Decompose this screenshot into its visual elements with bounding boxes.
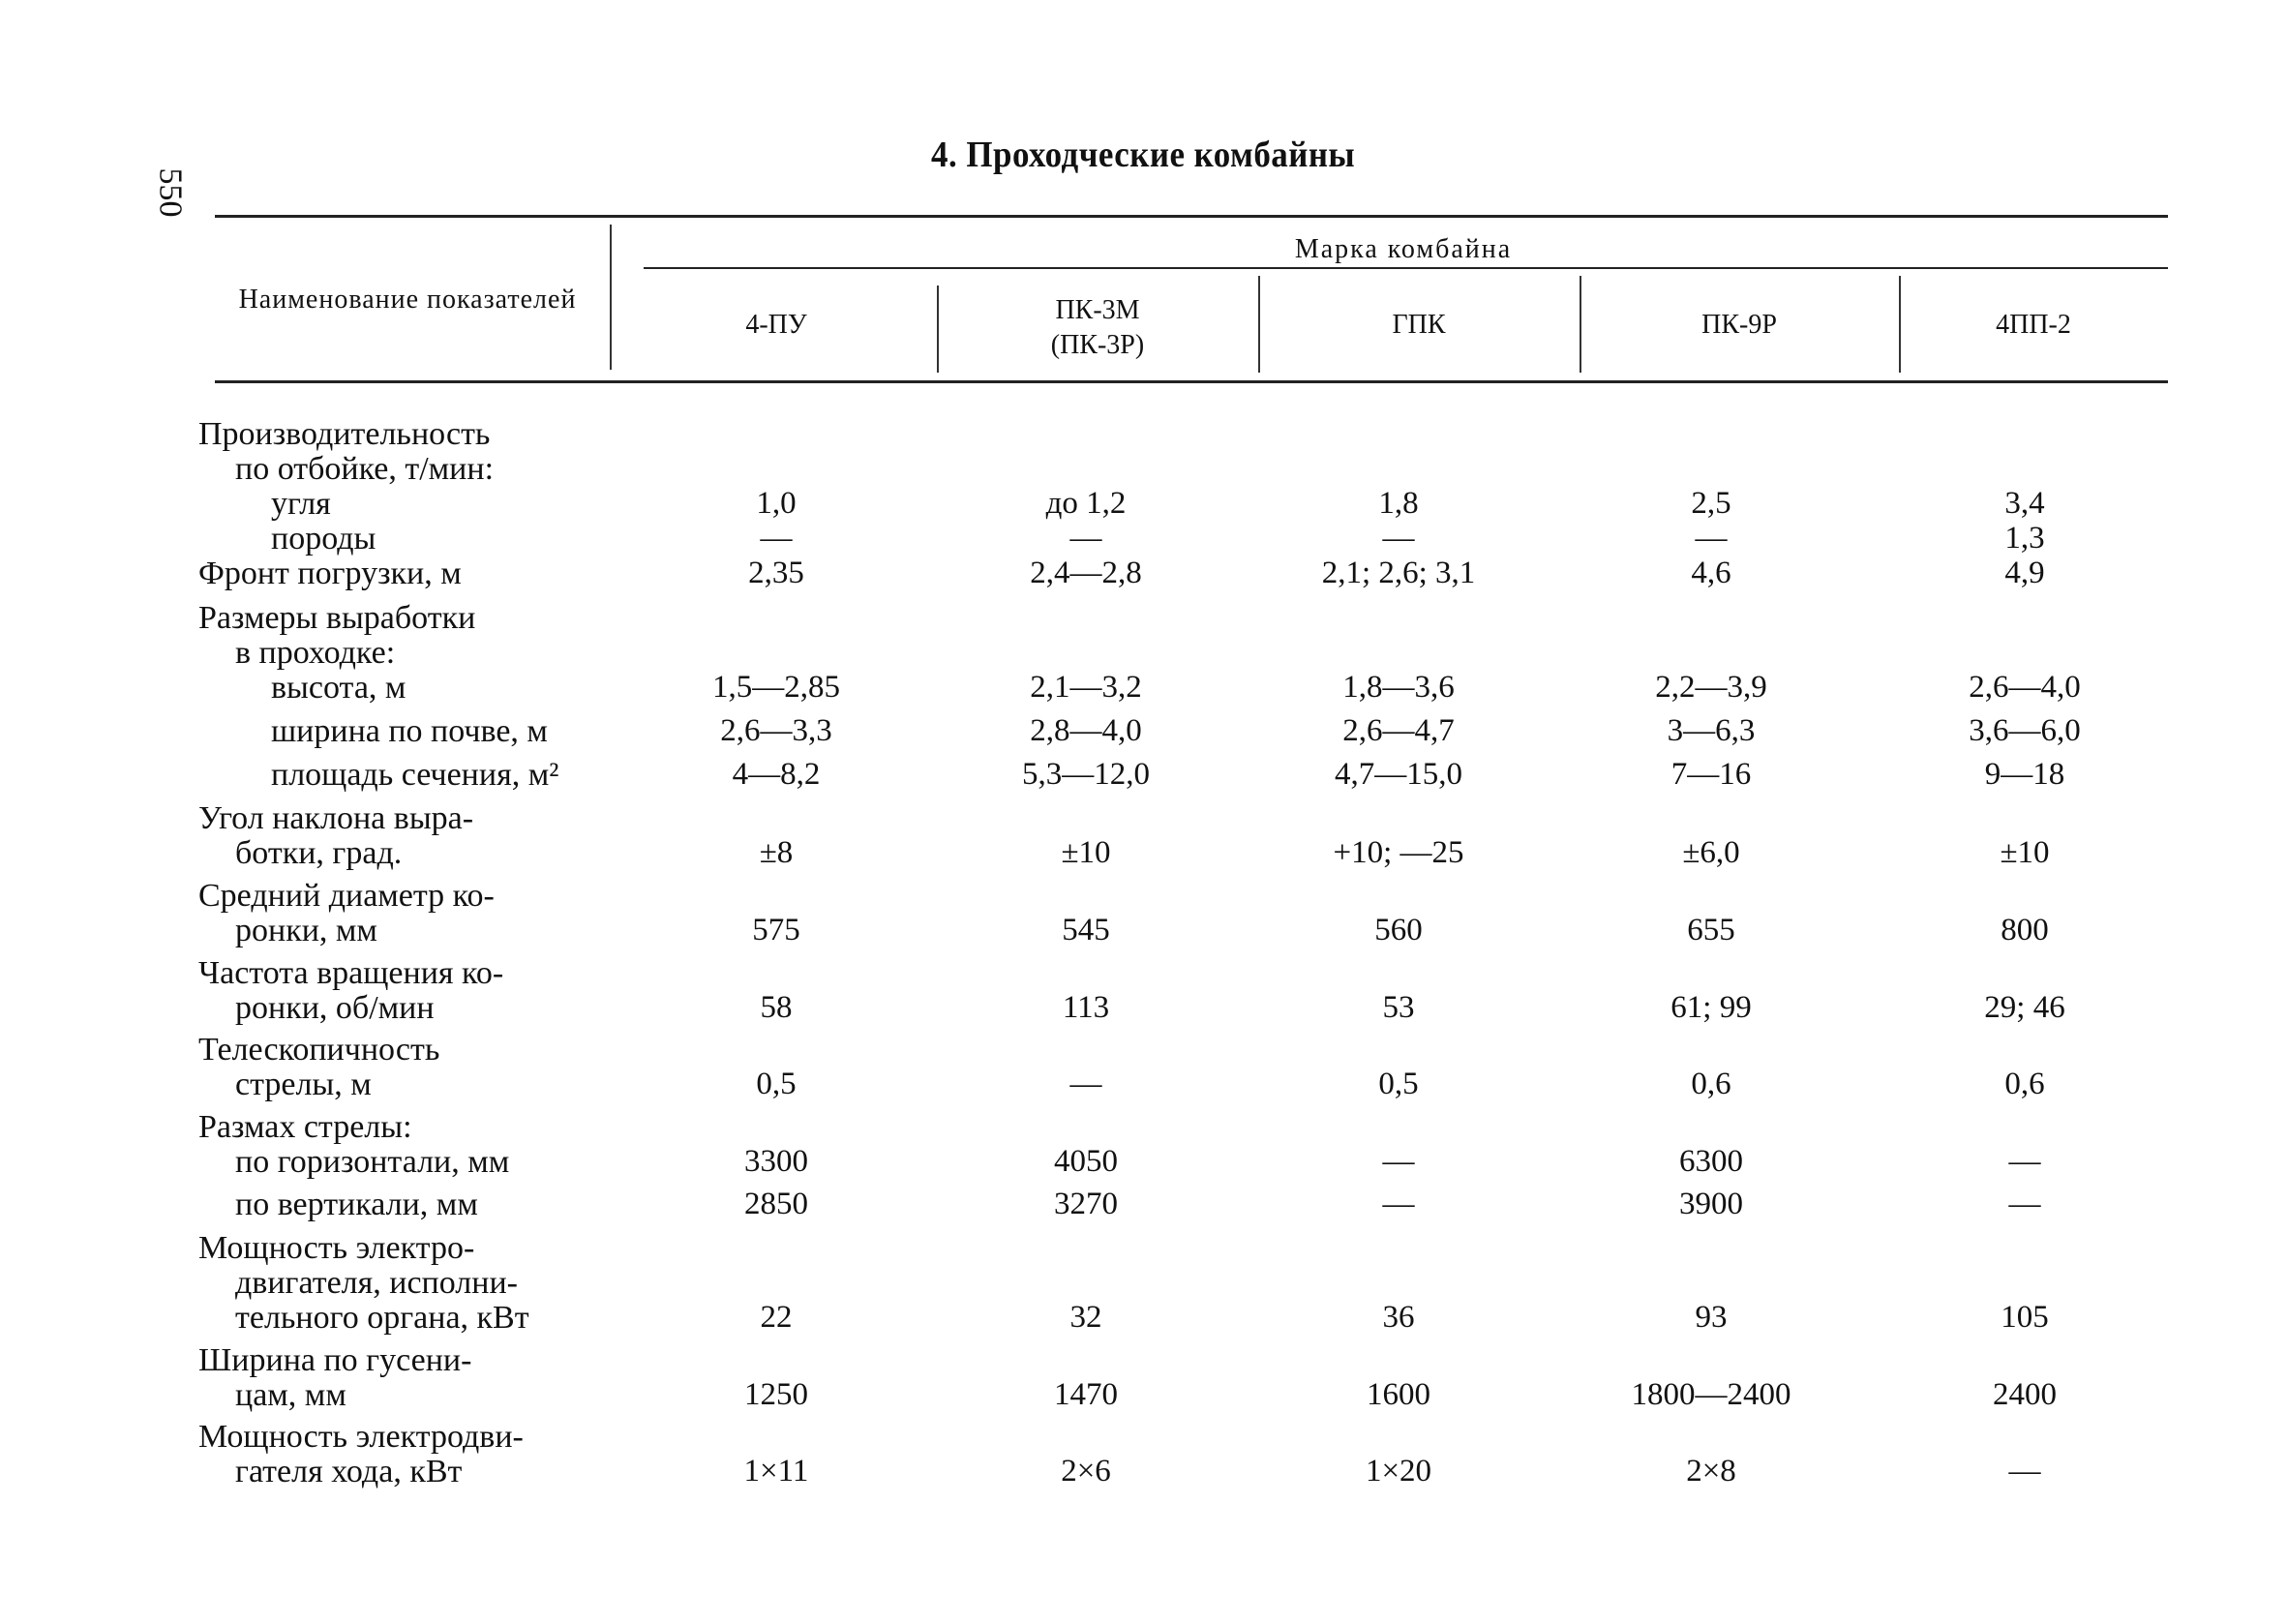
- cell-coal-1: до 1,2: [1045, 486, 1127, 521]
- row-label-track-1: Ширина по гусени-: [198, 1342, 472, 1378]
- cell-telescope-4: 0,6: [2004, 1067, 2045, 1101]
- cell-track-3: 1800—2400: [1631, 1377, 1791, 1412]
- cell-telescope-1: —: [1069, 1067, 1102, 1101]
- header-model-pk9r: ПК-9Р: [1701, 310, 1777, 340]
- row-label-diameter-2: ронки, мм: [235, 913, 377, 948]
- row-label-width: ширина по почве, м: [271, 713, 548, 749]
- cell-angle-0: ±8: [759, 835, 794, 870]
- cell-diameter-1: 545: [1062, 913, 1110, 947]
- cell-swing-v-1: 3270: [1054, 1187, 1118, 1221]
- cell-power-2: 36: [1382, 1300, 1415, 1335]
- page-number: 550: [152, 167, 189, 218]
- cell-drive-1: 2×6: [1061, 1454, 1111, 1489]
- row-label-swing-h: по горизонтали, мм: [235, 1144, 510, 1180]
- cell-coal-3: 2,5: [1691, 486, 1731, 521]
- header-model-4pp2: 4ПП-2: [1996, 310, 2071, 340]
- cell-area-0: 4—8,2: [732, 757, 821, 792]
- header-model-gpk: ГПК: [1392, 310, 1446, 340]
- header-group-label: Марка комбайна: [1294, 234, 1513, 264]
- cell-rock-0: —: [760, 521, 793, 556]
- row-label-area: площадь сечения, м²: [271, 757, 559, 793]
- cell-diameter-0: 575: [752, 913, 800, 947]
- cell-rock-1: —: [1069, 521, 1102, 556]
- cell-front-2: 2,1; 2,6; 3,1: [1321, 556, 1476, 590]
- cell-swing-v-2: —: [1382, 1187, 1415, 1221]
- cell-diameter-2: 560: [1374, 913, 1423, 947]
- row-label-drive-2: гателя хода, кВт: [235, 1454, 463, 1489]
- row-label-drive-1: Мощность электродви-: [198, 1419, 524, 1455]
- row-label-productivity-2: по отбойке, т/мин:: [235, 451, 495, 487]
- row-label-rpm-2: ронки, об/мин: [235, 990, 435, 1026]
- cell-rock-2: —: [1382, 521, 1415, 556]
- cell-power-1: 32: [1069, 1300, 1102, 1335]
- header-model-pk3m: [937, 293, 1258, 363]
- cell-front-1: 2,4—2,8: [1030, 556, 1142, 590]
- row-label-telescope-2: стрелы, м: [235, 1067, 372, 1102]
- cell-swing-h-2: —: [1382, 1144, 1415, 1179]
- row-label-size-1: Размеры выработки: [198, 600, 476, 636]
- cell-drive-2: 1×20: [1365, 1454, 1432, 1489]
- row-label-power-1: Мощность электро-: [198, 1230, 475, 1266]
- cell-angle-3: ±6,0: [1682, 835, 1740, 870]
- cell-track-4: 2400: [1993, 1377, 2057, 1412]
- cell-track-0: 1250: [744, 1377, 808, 1412]
- cell-area-2: 4,7—15,0: [1335, 757, 1462, 792]
- cell-swing-h-4: —: [2008, 1144, 2041, 1179]
- header-divider-0: [610, 225, 612, 370]
- cell-angle-2: +10; —25: [1333, 835, 1464, 870]
- cell-angle-1: ±10: [1061, 835, 1111, 870]
- cell-area-1: 5,3—12,0: [1022, 757, 1150, 792]
- cell-rpm-1: 113: [1062, 990, 1110, 1025]
- title-text: 4. Проходческие комбайны: [931, 135, 1356, 175]
- cell-drive-4: —: [2008, 1454, 2041, 1489]
- cell-height-0: 1,5—2,85: [712, 670, 840, 705]
- cell-swing-h-3: 6300: [1679, 1144, 1743, 1179]
- cell-front-0: 2,35: [748, 556, 804, 590]
- cell-coal-2: 1,8: [1378, 486, 1419, 521]
- cell-coal-0: 1,0: [756, 486, 797, 521]
- cell-telescope-0: 0,5: [756, 1067, 797, 1101]
- row-label-rock: породы: [271, 521, 376, 556]
- cell-area-4: 9—18: [1984, 757, 2065, 792]
- cell-power-4: 105: [2001, 1300, 2049, 1335]
- cell-telescope-3: 0,6: [1691, 1067, 1731, 1101]
- cell-width-4: 3,6—6,0: [1969, 713, 2081, 748]
- header-model-4pu: 4-ПУ: [745, 310, 807, 340]
- cell-power-3: 93: [1695, 1300, 1728, 1335]
- cell-width-3: 3—6,3: [1667, 713, 1756, 748]
- cell-height-4: 2,6—4,0: [1969, 670, 2081, 705]
- cell-width-2: 2,6—4,7: [1342, 713, 1455, 748]
- cell-diameter-3: 655: [1687, 913, 1735, 947]
- row-label-angle-1: Угол наклона выра-: [198, 800, 474, 836]
- row-label-front: Фронт погрузки, м: [198, 556, 462, 591]
- header-group-rule: [644, 267, 2168, 269]
- cell-area-3: 7—16: [1670, 757, 1752, 792]
- cell-swing-v-4: —: [2008, 1187, 2041, 1221]
- header-name-column: Наименование показателей: [238, 285, 577, 315]
- cell-diameter-4: 800: [2001, 913, 2049, 947]
- row-label-coal: угля: [271, 486, 331, 522]
- row-label-productivity-1: Производительность: [198, 416, 491, 452]
- row-label-telescope-1: Телескопичность: [198, 1032, 440, 1068]
- cell-height-3: 2,2—3,9: [1655, 670, 1767, 705]
- cell-rock-3: —: [1695, 521, 1728, 556]
- cell-width-1: 2,8—4,0: [1030, 713, 1142, 748]
- cell-drive-0: 1×11: [743, 1454, 809, 1489]
- cell-angle-4: ±10: [2000, 835, 2050, 870]
- row-label-swing-v: по вертикали, мм: [235, 1187, 478, 1222]
- cell-swing-v-0: 2850: [744, 1187, 808, 1221]
- row-label-power-3: тельного органа, кВт: [235, 1300, 529, 1336]
- cell-height-2: 1,8—3,6: [1342, 670, 1455, 705]
- cell-height-1: 2,1—3,2: [1030, 670, 1142, 705]
- row-label-diameter-1: Средний диаметр ко-: [198, 878, 495, 914]
- cell-power-0: 22: [760, 1300, 793, 1335]
- cell-track-1: 1470: [1054, 1377, 1118, 1412]
- cell-front-3: 4,6: [1691, 556, 1731, 590]
- row-label-rpm-1: Частота вращения ко-: [198, 955, 504, 991]
- table-top-rule: [215, 215, 2168, 218]
- header-model-pk3m-line1: ПК-3М: [1055, 295, 1140, 325]
- cell-front-4: 4,9: [2004, 556, 2045, 590]
- row-label-angle-2: ботки, град.: [235, 835, 403, 871]
- page-title: [0, 134, 2287, 176]
- row-label-track-2: цам, мм: [235, 1377, 346, 1413]
- header-model-pk3m-line2: (ПК-3Р): [1050, 330, 1145, 360]
- cell-drive-3: 2×8: [1686, 1454, 1736, 1489]
- cell-rpm-4: 29; 46: [1984, 990, 2065, 1025]
- cell-swing-h-1: 4050: [1054, 1144, 1118, 1179]
- cell-swing-v-3: 3900: [1679, 1187, 1743, 1221]
- cell-coal-4: 3,4: [2004, 486, 2045, 521]
- cell-track-2: 1600: [1367, 1377, 1430, 1412]
- cell-rpm-2: 53: [1382, 990, 1415, 1025]
- cell-telescope-2: 0,5: [1378, 1067, 1419, 1101]
- row-label-swing: Размах стрелы:: [198, 1109, 412, 1145]
- cell-rock-4: 1,3: [2004, 521, 2045, 556]
- cell-swing-h-0: 3300: [744, 1144, 808, 1179]
- row-label-height: высота, м: [271, 670, 406, 706]
- row-label-power-2: двигателя, исполни-: [235, 1265, 518, 1301]
- row-label-size-2: в проходке:: [235, 635, 396, 671]
- header-bottom-rule: [215, 380, 2168, 383]
- cell-rpm-0: 58: [760, 990, 793, 1025]
- cell-width-0: 2,6—3,3: [720, 713, 832, 748]
- cell-rpm-3: 61; 99: [1670, 990, 1752, 1025]
